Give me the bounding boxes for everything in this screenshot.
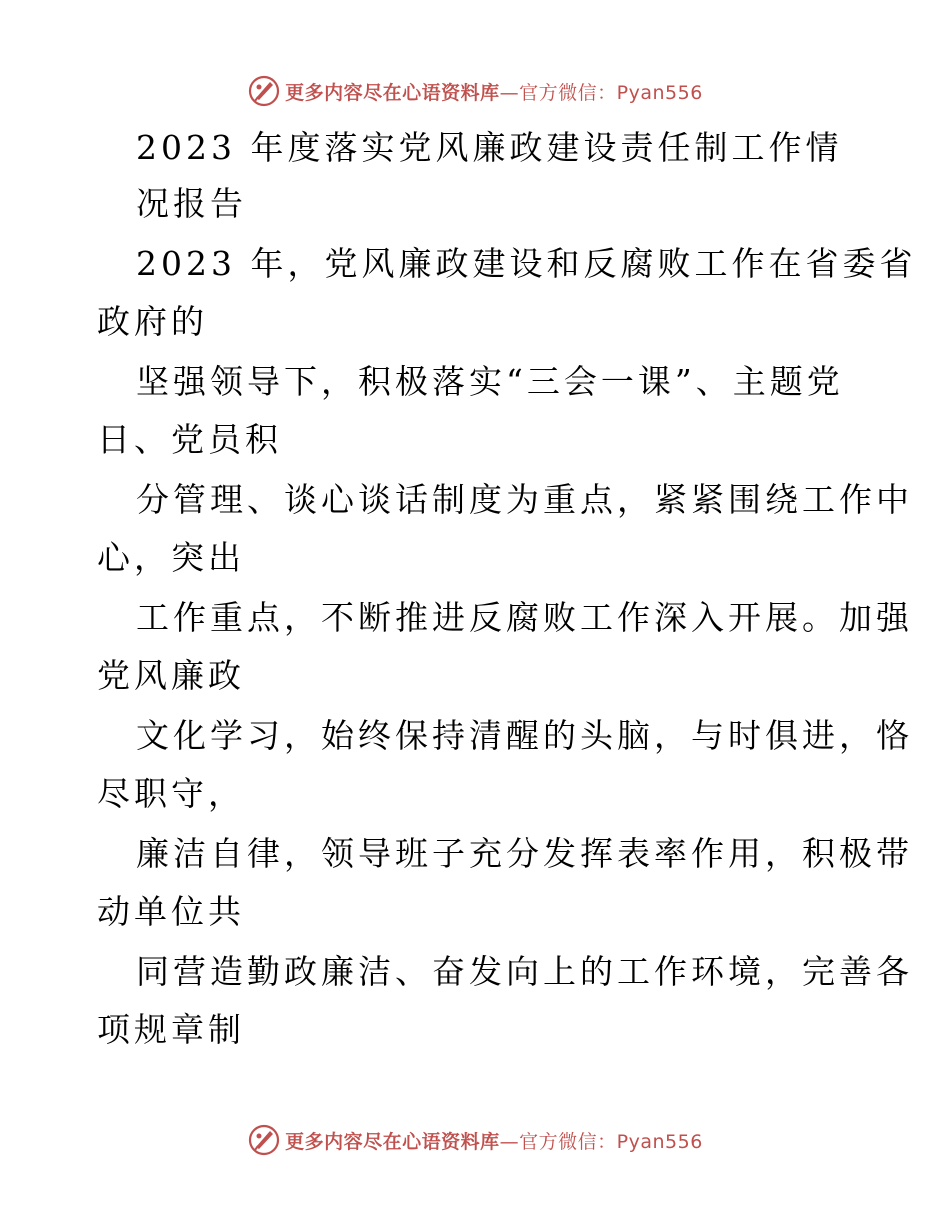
- banner-main-text: 更多内容尽在心语资料库: [285, 81, 500, 104]
- doc-line: 坚强领导下，积极落实“三会一课”、主题党: [136, 362, 844, 401]
- doc-line: 文化学习，始终保持清醒的头脑，与时俱进，恪: [136, 716, 913, 755]
- doc-line: 2023 年，党风廉政建设和反腐败工作在省委省: [136, 244, 917, 283]
- doc-line: 廉洁自律，领导班子充分发挥表率作用，积极带: [136, 834, 913, 873]
- banner-dash: —: [499, 81, 520, 104]
- banner-main-text: 更多内容尽在心语资料库: [285, 1130, 500, 1153]
- doc-line: 项规章制: [97, 1010, 245, 1049]
- doc-line: 况报告: [136, 184, 247, 223]
- footer-watermark-banner: [0, 1120, 950, 1160]
- banner-text: [285, 78, 703, 105]
- doc-line: 党风廉政: [97, 656, 245, 695]
- doc-line: 工作重点，不断推进反腐败工作深入开展。加强: [136, 598, 913, 637]
- banner-wechat-text: 官方微信：Pyan556: [519, 81, 703, 104]
- banner-wechat-text: 官方微信：Pyan556: [519, 1130, 703, 1153]
- banner-dash: —: [499, 1130, 520, 1153]
- banner-text: [285, 1127, 703, 1154]
- doc-line: 分管理、谈心谈话制度为重点，紧紧围绕工作中: [136, 480, 913, 519]
- doc-line: 心，突出: [97, 538, 245, 577]
- doc-line: 尽职守，: [97, 774, 245, 813]
- doc-line: 政府的: [97, 302, 208, 341]
- header-watermark-banner: [0, 71, 950, 111]
- doc-line: 2023 年度落实党风廉政建设责任制工作情: [136, 128, 843, 167]
- doc-line: 动单位共: [97, 892, 245, 931]
- doc-line: 日、党员积: [97, 420, 282, 459]
- quill-seal-icon: [247, 1123, 281, 1157]
- doc-line: 同营造勤政廉洁、奋发向上的工作环境，完善各: [136, 952, 913, 991]
- quill-seal-icon: [247, 74, 281, 108]
